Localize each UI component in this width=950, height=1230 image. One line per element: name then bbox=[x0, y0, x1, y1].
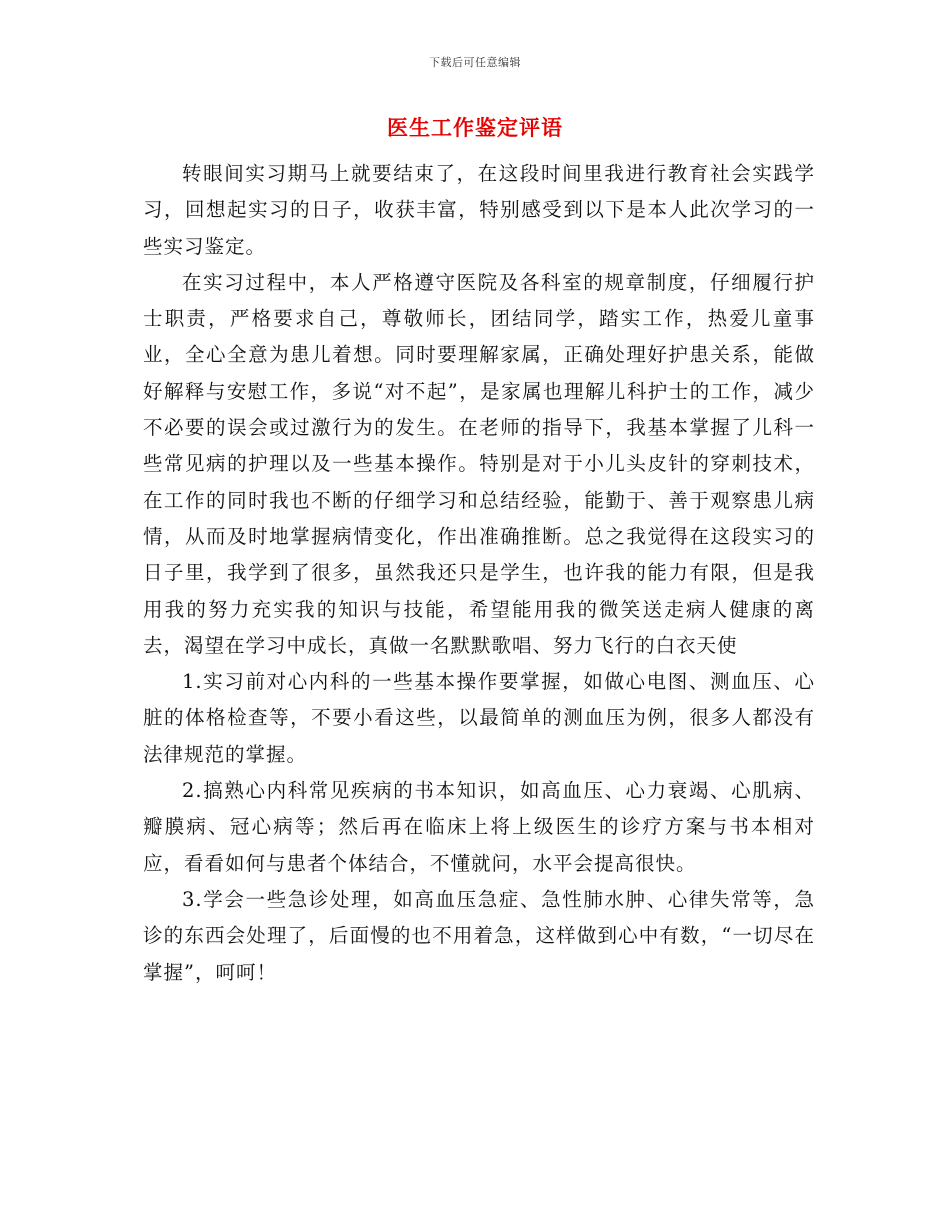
document-body bbox=[143, 156, 815, 991]
paragraph-point-1: 1.实习前对心内科的一些基本操作要掌握，如做心电图、测血压、心脏的体格检查等，不要小看这些，以最简单的测血压为例，很多人都没有法律规范的掌握。 bbox=[143, 670, 815, 766]
document-title: 医生工作鉴定评语 bbox=[387, 116, 563, 140]
paragraph-point-2: 2.搞熟心内科常见疾病的书本知识，如高血压、心力衰竭、心肌病、瓣膜病、冠心病等；然后再在临床上将上级医生的诊疗方案与书本相对应，看看如何与患者个体结合，不懂就问，水平会提高很快。 bbox=[143, 779, 815, 875]
paragraph-intro: 转眼间实习期马上就要结束了，在这段时间里我进行教育社会实践学习，回想起实习的日子，收获丰富，特别感受到以下是本人此次学习的一些实习鉴定。 bbox=[143, 162, 815, 258]
paragraph-point-3: 3.学会一些急诊处理，如高血压急症、急性肺水肿、心律失常等，急诊的东西会处理了，后面慢的也不用着急，这样做到心中有数，“一切尽在掌握”，呵呵！ bbox=[143, 887, 815, 984]
paragraph-internship: 在实习过程中，本人严格遵守医院及各科室的规章制度，仔细履行护士职责，严格要求自己，尊敬师长，团结同学，踏实工作，热爱儿童事业，全心全意为患儿着想。同时要理解家属，正确处理好护患关系，能做好解释与安慰工作，多说“对不起”，是家属也理解儿科护士的工作，减少不必要的误会或过激行为的发生。在老师的指导下，我基本掌握了儿科一些常见病的护理以及一些基本操作。特别是对于小儿头皮针的穿刺技术，在工作的同时我也不断的仔细学习和总结经验，能勤于、善于观察患儿病情，从而及时地掌握病情变化，作出准确推断。总之我觉得在这段实习的日子里，我学到了很多，虽然我还只是学生，也许我的能力有限，但是我用我的努力充实我的知识与技能，希望能用我的微笑送走病人健康的离去，渴望在学习中成长，真做一名默默歌唱、努力飞行的白衣天使 bbox=[143, 270, 815, 657]
header-note: 下载后可任意编辑 bbox=[429, 56, 521, 69]
